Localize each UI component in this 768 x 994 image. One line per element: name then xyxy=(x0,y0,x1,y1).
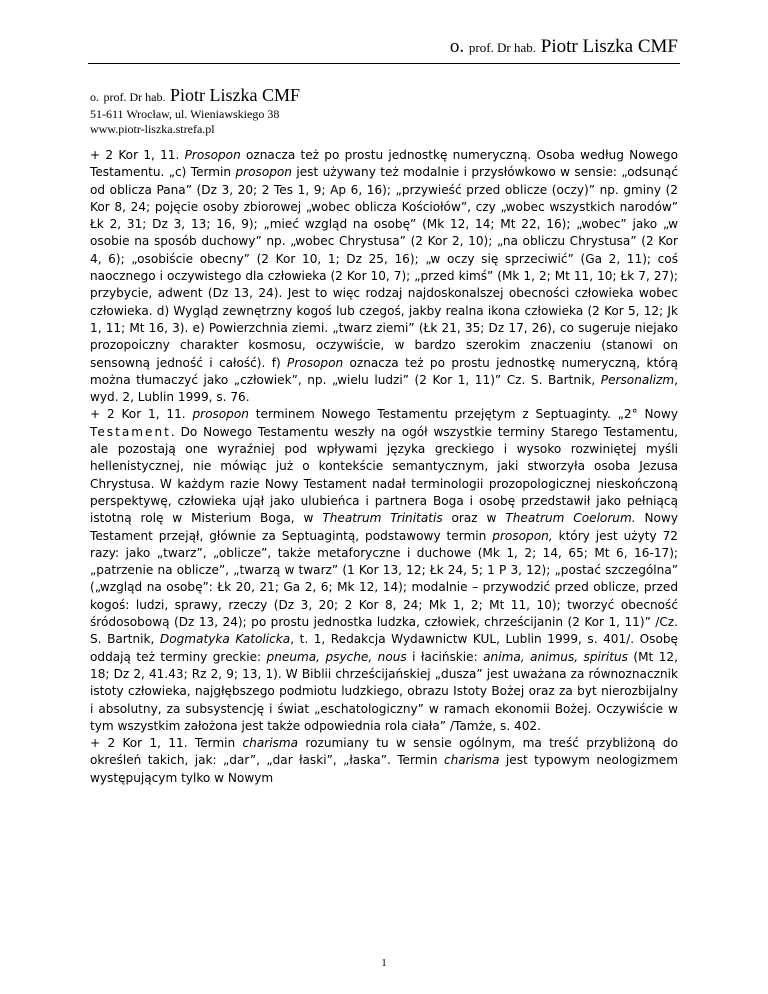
italic-run: anima, animus, spiritus xyxy=(483,649,628,664)
page-number: 1 xyxy=(381,957,387,969)
italic-run: prosopon, xyxy=(492,528,553,543)
text-run: oznacza też po prostu jednostkę numeryczną, którą można tłumaczyć jako „człowiek”, np. „wielu ludzi” (2 Kor 1, 11)” Cz. S. Bartnik, xyxy=(90,355,679,387)
italic-run: charisma xyxy=(242,736,299,751)
text-run: Nowy Testament przejął, głównie za Septuagintą, podstawowy termin xyxy=(90,511,678,543)
running-header-name: Piotr Liszka CMF xyxy=(540,36,678,57)
text-run: jest typowym neologizmem występującym tylko w Nowym xyxy=(90,753,678,785)
text-run: jest używany też modalnie i przysłówkowo w sensie: „odsunąć od oblicza Pana” (Dz 3, 20; 2 Tes 1, 9; Ap 6, 16); „przywieść przed oblicze (oczy)” np. gminy (2 Kor 8, 24; pojęcie osoby zbiorowej „wobec oblicza Kościołów”, czy „wobec wszystkich narodów” Łk 2, 31; Dz 3, 13; 16, 9); „mieć wzgląd na osobę” (Mk 12, 14; Mt 22, 16); „wobec” jako „w osobie na sposób duchowy” np. „wobec Chrystusa” (2 Kor 2, 10); „na obliczu Chrystusa” (2 Kor 4, 6); „osobiście obecny” (2 Kor 10, 1; Dz 25, 16); „w oczy się sprzeciwić” (Ga 2, 11); coś naocznego i oczywistego dla człowieka (2 Kor 10, 7); „przed kimś” (Mk 1, 2; Mt 11, 10; Łk 7, 27); przybycie, adwent (Dz 13, 24). Jest to więc rodzaj najdoskonalszej obecności człowieka wobec człowieka. d) Wygląd zewnętrzny kogoś lub czegoś, jakby realna ikona człowieka (2 Kor 5, 12; Jk 1, 11; Mt 16, 3). e) Powierzchnia ziemi. „twarz ziemi” (Łk 21, 35; Dz 17, 26), co sugeruje niejako prozopoiczny charakter kosmosu, oczywiście, w bardzo szerokim znaczeniu (stanowi on sensowną jedność i całość). f) xyxy=(90,165,678,370)
text-run: oraz w xyxy=(442,511,506,526)
paragraph xyxy=(90,147,678,406)
text-run: , t. 1, Redakcja Wydawnictw KUL, Lublin 1999, s. 401/. Osobę oddają też terminy greckie: xyxy=(90,632,678,664)
running-header xyxy=(450,36,678,58)
author-website: www.piotr-liszka.strefa.pl xyxy=(90,121,215,136)
italic-run: charisma xyxy=(443,753,500,768)
header-rule xyxy=(88,63,680,64)
italic-run: Prosopon xyxy=(184,148,241,162)
italic-run: Personalizm xyxy=(600,372,675,387)
author-degree: prof. Dr hab. xyxy=(103,90,166,104)
running-header-degree: prof. Dr hab. xyxy=(468,40,537,55)
italic-run: Theatrum Coelorum. xyxy=(505,511,636,526)
text-run: który jest użyty 72 razy: jako „twarz”, „oblicze”, także metaforyczne i duchowe (Mk 1, 2; 14, 65; Mt 6, 16-17); „patrzenie na oblicze”, „twarzą w twarz” (1 Kor 13, 12; Łk 24, 5; 1 P 3, 12); „postać szczególna” („wzgląd na osobę”: Łk 20, 21; Ga 2, 6; Mk 12, 14); modalnie – przywodzić przed oblicze, przed kogoś: ludzi, sprawy, rzeczy (Dz 3, 20; 2 Kor 8, 24; Mk 1, 2; Mt 11, 10); tworzyć obecność śródosobową (Dz 13, 24); po prostu jednostka ludzka, człowiek, chrześcijanin (2 Kor 1, 11)” /Cz. S. Bartnik, xyxy=(90,528,679,647)
body-text xyxy=(90,147,678,787)
author-name-line xyxy=(90,84,300,107)
italic-run: Prosopon xyxy=(287,355,344,370)
italic-run: pneuma, psyche, nous xyxy=(266,649,407,664)
paragraph xyxy=(90,406,678,735)
text-run: (Mt 12, 18; Dz 2, 41.43; Rz 2, 9; 13, 1). W Biblii chrześcijańskiej „dusza” jest uważana za równoznacznik istoty człowieka, najgłębszego podmiotu ludzkiego, obrazu Istoty Bożej oraz za byt nierozbijalny i absolutny, za subsystencję i świat „eschatologiczny” w ramach ekonomii Bożej. Oczywiście w tym wszystkim założona jest także odpowiednia rola ciała” /Tamże, s. 402. xyxy=(90,649,678,733)
author-address: 51-611 Wrocław, ul. Wieniawskiego 38 xyxy=(90,106,280,121)
italic-run: Theatrum Trinitatis xyxy=(322,511,443,526)
italic-run: Dogmatyka Katolicka xyxy=(159,632,291,647)
italic-run: prosopon xyxy=(235,165,292,180)
text-run: + 2 Kor 1, 11. xyxy=(90,407,193,422)
text-run: oznacza też po prostu jednostkę numeryczną. Osoba według Nowego Testamentu. „c) Termin xyxy=(90,148,678,180)
text-run: i łacińskie: xyxy=(406,649,484,664)
text-run: + 2 Kor 1, 11. xyxy=(90,148,185,162)
text-run: terminem Nowego Testamentu przejętym z Septuaginty. „2° Nowy xyxy=(248,407,678,422)
author-prefix: o. xyxy=(90,90,99,104)
text-run: . Do Nowego Testamentu weszły na ogół wszystkie terminy Starego Testamentu, ale pozostają one wyraźniej pod wpływami języka greckiego i wysoko rozwiniętej myśli hellenistycznej, nie mówiąc już o kontekście semantycznym, jaki stworzyła osoba Jezusa Chrystusa. W każdym razie Nowy Testament nadał terminologii prozopologicznej nieskończoną perspektywę, człowieka ujął jako ulubieńca i partnera Boga i osobę przedstawił jako pełniącą istotną rolę w Misterium Boga, w xyxy=(90,424,678,526)
paragraph xyxy=(90,735,678,787)
italic-run: prosopon xyxy=(192,407,249,422)
author-name: Piotr Liszka CMF xyxy=(169,85,300,105)
spaced-run: Testament xyxy=(90,424,171,439)
text-run: , wyd. 2, Lublin 1999, s. 76. xyxy=(90,372,678,405)
text-run: + 2 Kor 1, 11. Termin xyxy=(90,736,243,751)
running-header-prefix: o. xyxy=(449,36,465,57)
author-block xyxy=(90,84,300,137)
text-run: rozumiany tu w sensie ogólnym, ma treść przybliżoną do określeń takich, jak: „dar”, „dar łaski”, „łaska”. Termin xyxy=(90,736,678,768)
